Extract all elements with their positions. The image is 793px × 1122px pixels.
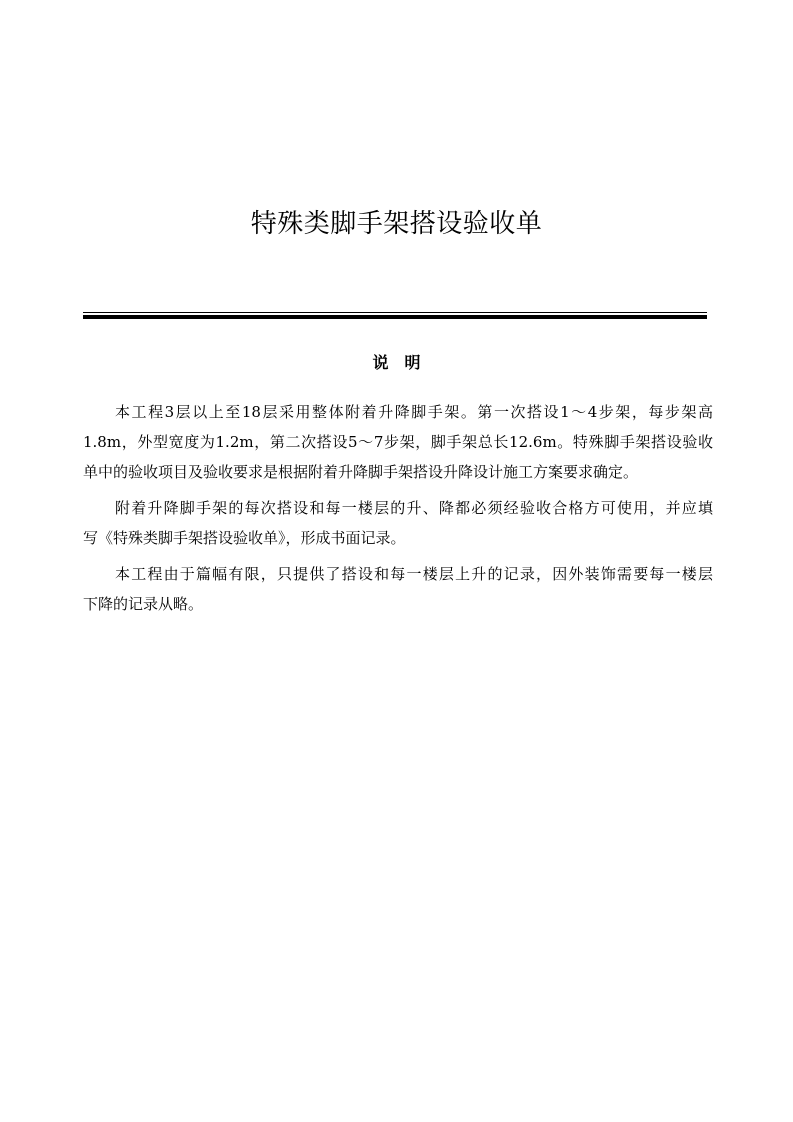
text-line: 附着升降脚手架的每次搭设和每一楼层的升、降都必须经验收合格方可使用，并应填 xyxy=(115,499,713,517)
paragraph-2 xyxy=(83,496,713,556)
document-body xyxy=(83,400,713,628)
text-line: 本工程由于篇幅有限，只提供了搭设和每一楼层上升的记录，因外装饰需要每一楼层 xyxy=(115,565,713,583)
text-line: 写《特殊类脚手架搭设验收单》，形成书面记录。 xyxy=(83,529,406,547)
paragraph-3 xyxy=(83,562,713,622)
divider-thin xyxy=(83,312,707,313)
text-line: 本工程3层以上至18层采用整体附着升降脚手架。第一次搭设1～4步架，每步架高 xyxy=(115,403,713,421)
text-line: 单中的验收项目及验收要求是根据附着升降脚手架搭设升降设计施工方案要求确定。 xyxy=(83,463,639,481)
document-title: 特殊类脚手架搭设验收单 xyxy=(250,209,543,239)
paragraph-1 xyxy=(83,400,713,490)
section-heading: 说 明 xyxy=(372,353,421,372)
text-line: 下降的记录从略。 xyxy=(83,595,204,613)
divider-thick xyxy=(83,315,707,319)
text-line: 1.8m，外型宽度为1.2m，第二次搭设5～7步架，脚手架总长12.6m。特殊脚手架搭设验收 xyxy=(83,433,713,451)
